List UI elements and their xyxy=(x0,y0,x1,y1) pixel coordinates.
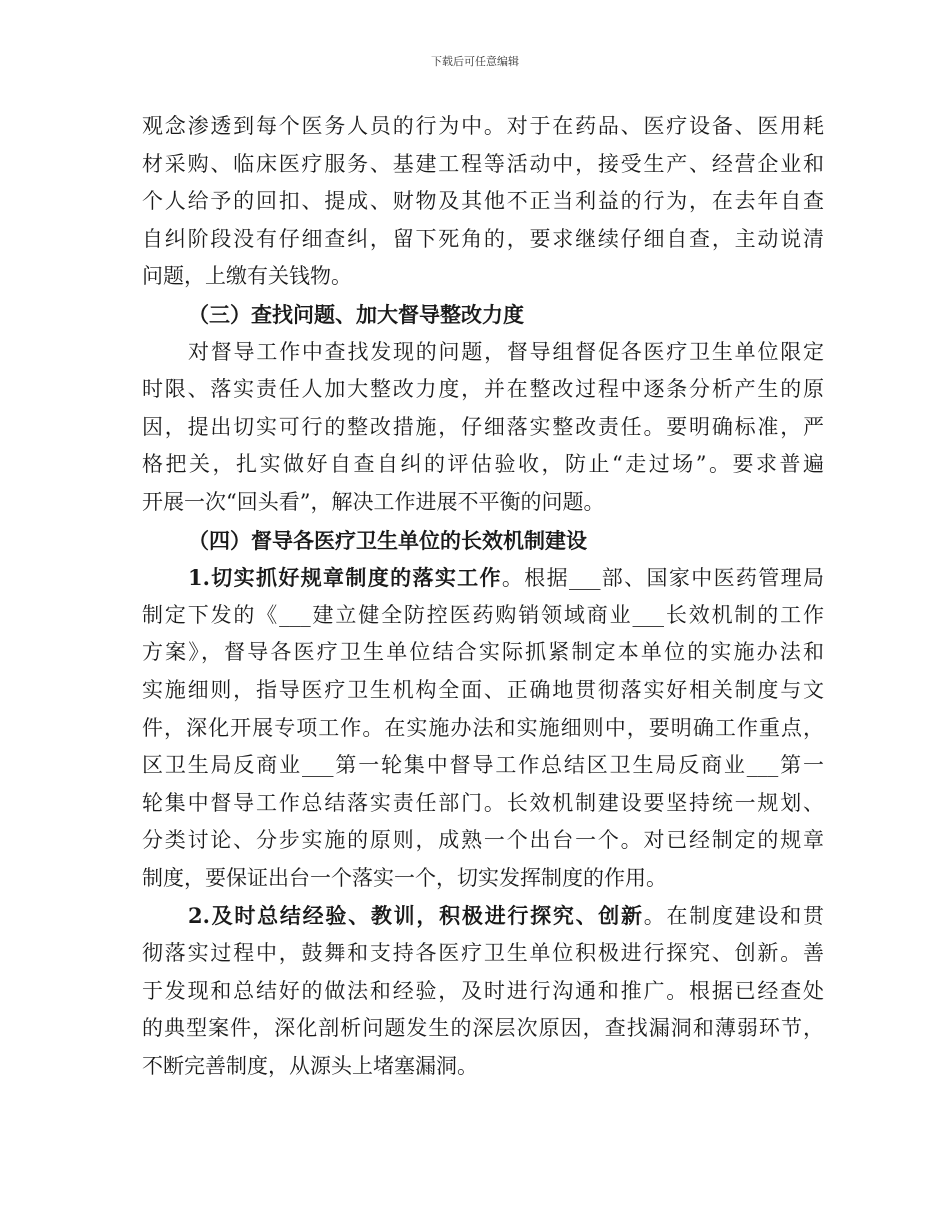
paragraph-line xyxy=(142,897,824,935)
section-heading-3: （三）查找问题、加大督导整改力度 xyxy=(188,301,524,327)
paragraph-line: 分类讨论、分步实施的原则，成熟一个出台一个。对已经制定的规章 xyxy=(142,828,824,853)
document-body xyxy=(142,108,824,1085)
paragraph-line: 格把关，扎实做好自查自纠的评估验收，防止“走过场”。要求普遍 xyxy=(142,452,824,477)
paragraph-line: 材采购、临床医疗服务、基建工程等活动中，接受生产、经营企业和 xyxy=(142,151,824,176)
paragraph-line: 件，深化开展专项工作。在实施办法和实施细则中，要明确工作重点， xyxy=(142,715,824,740)
paragraph-line: 问题，上缴有关钱物。 xyxy=(142,264,352,289)
paragraph-line: 时限、落实责任人加大整改力度，并在整改过程中逐条分析产生的原 xyxy=(142,377,824,402)
item-2-text: 。在制度建设和贯 xyxy=(643,904,825,929)
paragraph-line xyxy=(142,559,824,597)
paragraph-line: 制度，要保证出台一个落实一个，切实发挥制度的作用。 xyxy=(142,865,667,890)
item-1-text: 。根据___部、国家中医药管理局 xyxy=(501,566,825,591)
section-heading-4: （四）督导各医疗卫生单位的长效机制建设 xyxy=(188,527,587,553)
paragraph-line: 制定下发的《___建立健全防控医药购销领域商业___长效机制的工作 xyxy=(142,602,824,627)
page-header: 下载后可任意编辑 xyxy=(431,55,519,68)
paragraph-line: 轮集中督导工作总结落实责任部门。长效机制建设要坚持统一规划、 xyxy=(142,790,824,815)
paragraph-line: 因，提出切实可行的整改措施，仔细落实整改责任。要明确标准，严 xyxy=(142,414,824,439)
paragraph-line: 不断完善制度，从源头上堵塞漏洞。 xyxy=(142,1053,478,1078)
paragraph-line: 实施细则，指导医疗卫生机构全面、正确地贯彻落实好相关制度与文 xyxy=(142,677,824,702)
paragraph-line: 自纠阶段没有仔细查纠，留下死角的，要求继续仔细自查，主动说清 xyxy=(142,226,824,251)
item-1-title: 1.切实抓好规章制度的落实工作 xyxy=(188,565,502,591)
paragraph-line: 观念渗透到每个医务人员的行为中。对于在药品、医疗设备、医用耗 xyxy=(142,114,824,138)
paragraph-line: 方案》，督导各医疗卫生单位结合实际抓紧制定本单位的实施办法和 xyxy=(142,640,824,665)
paragraph-line: 的典型案件，深化剖析问题发生的深层次原因，查找漏洞和薄弱环节， xyxy=(142,1016,824,1041)
paragraph-line: 对督导工作中查找发现的问题，督导组督促各医疗卫生单位限定 xyxy=(188,339,824,364)
item-2-title: 2.及时总结经验、教训，积极进行探究、创新 xyxy=(188,903,644,929)
paragraph-line: 彻落实过程中，鼓舞和支持各医疗卫生单位积极进行探究、创新。善 xyxy=(142,941,824,966)
paragraph-line: 于发现和总结好的做法和经验，及时进行沟通和推广。根据已经查处 xyxy=(142,978,824,1003)
paragraph-line: 区卫生局反商业___第一轮集中督导工作总结区卫生局反商业___第一 xyxy=(142,753,824,778)
paragraph-line: 个人给予的回扣、提成、财物及其他不正当利益的行为，在去年自查 xyxy=(142,189,824,214)
paragraph-line: 开展一次“回头看”，解决工作进展不平衡的问题。 xyxy=(142,489,605,514)
